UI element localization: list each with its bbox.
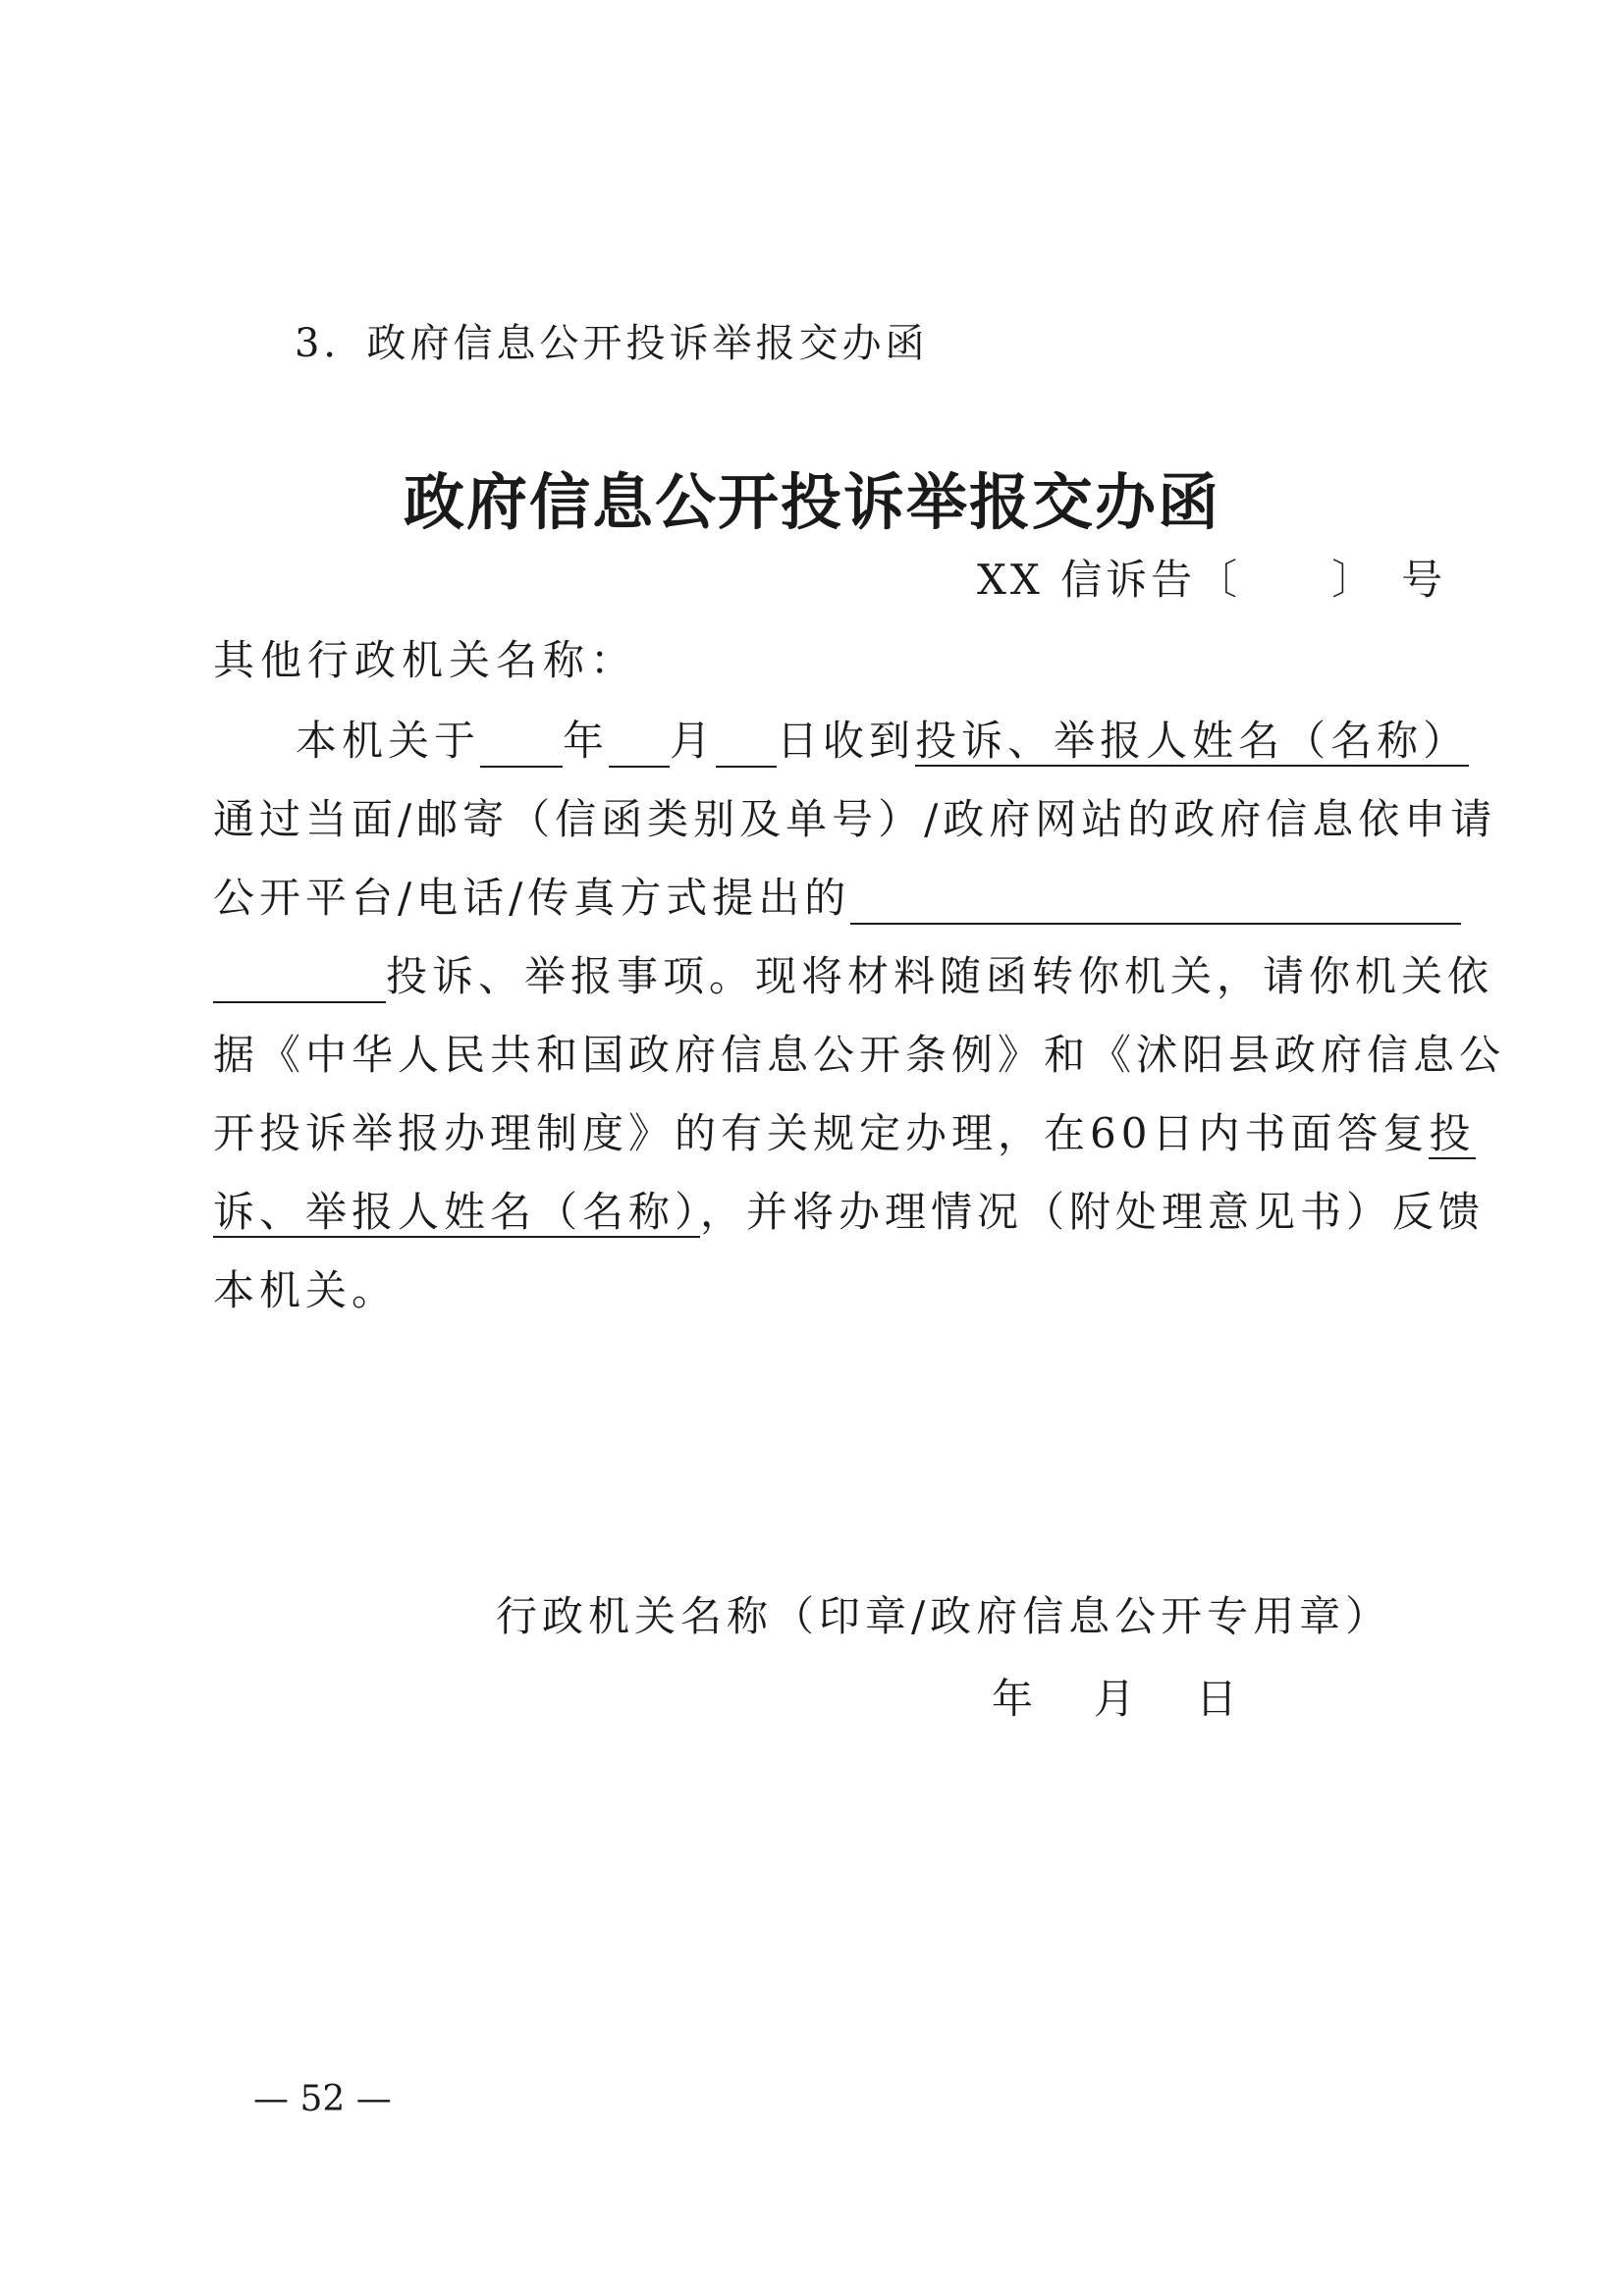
body-text: 日收到 [777, 717, 916, 765]
body-line-5: 据《中华人民共和国政府信息公开条例》和《沭阳县政府信息公 [213, 1031, 1506, 1079]
body-text: ，并将办理情况（附处理意见书）反馈 [700, 1188, 1486, 1236]
date-year: 年 [992, 1675, 1034, 1723]
body-line-1 [213, 709, 1503, 768]
body-line-6 [213, 1101, 1476, 1160]
date-month: 月 [1094, 1675, 1136, 1723]
document-number: XX 信诉告〔 〕 号 [977, 556, 1447, 604]
body-text: 本机关于 [296, 717, 481, 765]
body-text: 投诉、举报事项。现将材料随函转你机关，请你机关依 [386, 952, 1494, 1000]
page-number: — 52 — [253, 2079, 392, 2119]
blank-field [716, 721, 777, 768]
body-line-2: 通过当面/邮寄（信函类别及单号）/政府网站的政府信息依申请 [213, 795, 1497, 843]
complainant-name-placeholder: 投诉、举报人姓名（名称） [915, 717, 1470, 765]
body-text: 公开平台/电话/传真方式提出的 [213, 874, 851, 922]
blank-field [609, 721, 670, 768]
deadline-days: 60 [1090, 1109, 1153, 1157]
date-day: 日 [1196, 1675, 1238, 1723]
document-title: 政府信息公开投诉举报交办函 [403, 466, 1220, 538]
body-text: 日内书面答复 [1152, 1109, 1430, 1157]
blank-field [850, 878, 1461, 925]
body-text: 年 [563, 717, 610, 765]
body-text: 开投诉举报办理制度》的有关规定办理，在 [213, 1109, 1091, 1157]
body-line-4 [213, 944, 1494, 1003]
addressee: 其他行政机关名称： [213, 636, 638, 684]
body-line-8: 本机关。 [213, 1266, 399, 1314]
complainant-name-placeholder: 投 [1429, 1109, 1476, 1157]
section-heading: 3．政府信息公开投诉举报交办函 [295, 321, 929, 366]
blank-field [480, 721, 563, 768]
body-line-3 [213, 866, 1421, 925]
date-line [992, 1667, 1237, 1726]
signature-line: 行政机关名称（印章/政府信息公开专用章） [496, 1592, 1392, 1640]
body-text: 月 [670, 717, 717, 765]
complainant-name-placeholder: 诉、举报人姓名（名称） [213, 1188, 701, 1236]
blank-field [213, 956, 386, 1003]
body-line-7 [213, 1180, 1486, 1239]
